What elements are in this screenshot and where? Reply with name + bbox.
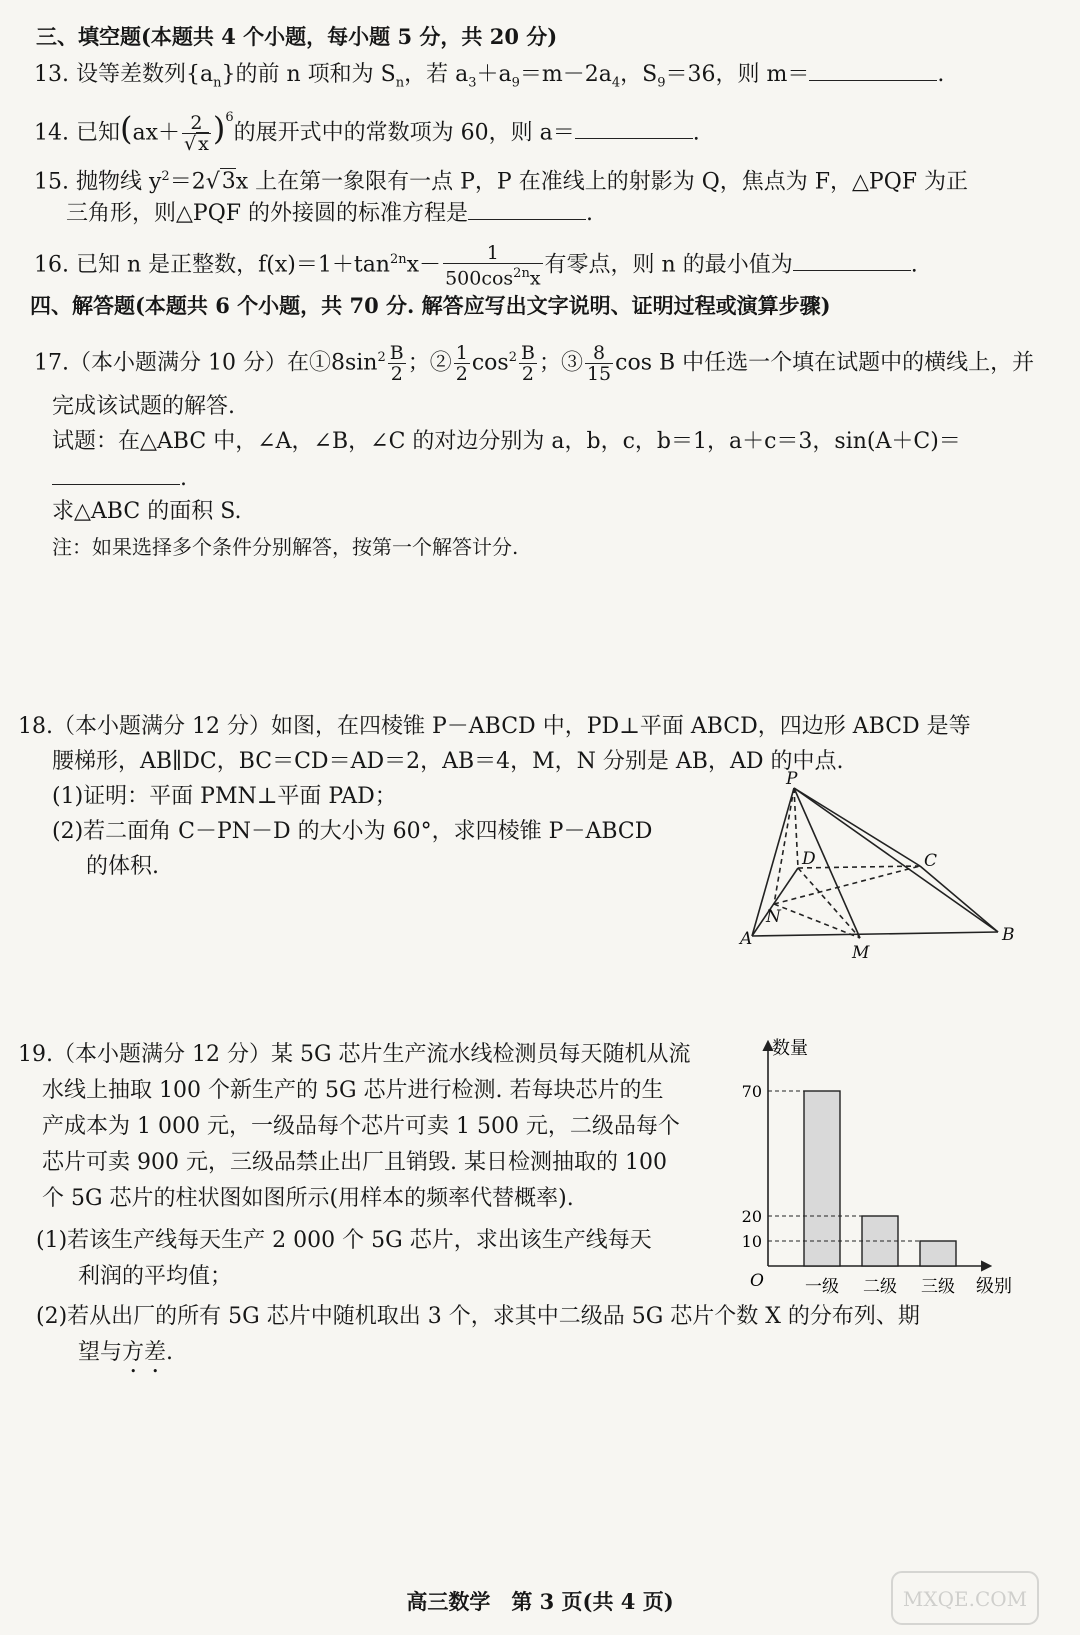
category-label: 二级 [863,1277,897,1297]
x-axis-label: 级别 [976,1276,1012,1297]
question-17-line-1: 17.（本小题满分 10 分）在$①8\sin^2$ $\frac{B}{2}$ ；② $\frac{1}{2}$ $\cos^2$ $\frac{B}{2}$ ；③ $\frac{8}{15}$ cos B 中任选一个填在试题中的横线上，并 [34,341,1035,385]
question-17-line-2: 完成该试题的解答. [52,394,235,419]
section-4-title: 四、解答题(本题共 6 个小题，共 70 分. 解答应写出文字说明、证明过程或演算步骤) [30,293,831,318]
y-tick-label: 10 [741,1232,762,1251]
fraction: $\frac{1}{500\cos^{2n}x}$ [445,241,541,289]
label-D: D [802,849,816,869]
category-label: 一级 [805,1277,839,1297]
label-A: A [740,929,753,949]
y-tick-label: 70 [741,1082,762,1101]
question-19-part-1: (1)若该生产线每天生产 2 000 个 5G 芯片，求出该生产线每天 [36,1228,652,1253]
question-19-line-3: 产成本为 1 000 元，一级品每个芯片可卖 1 500 元，二级品每个 [42,1114,680,1139]
question-18-part-2: (2)若二面角 C－PN－D 的大小为 60°，求四棱锥 P－ABCD [52,819,653,844]
question-17-line-5: 求△ABC 的面积 S. [52,499,242,524]
watermark-logo [890,1570,1040,1626]
question-18-line-1: 18.（本小题满分 12 分）如图，在四棱锥 P－ABCD 中，PD⊥平面 ABCD，四边形 ABCD 是等 [18,714,971,739]
question-18-part-2-cont: 的体积. [86,854,159,879]
label-N: N [766,907,781,927]
label-M: M [852,943,870,963]
answer-blank[interactable] [793,248,911,271]
question-14: 14. 已知(ax＋ $\frac{2}{√ x}$ )$^6$的展开式中的常数项为 60，则 a＝ . [34,109,700,155]
page-footer: 高三数学 第 3 页(共 4 页) [406,1589,674,1614]
question-19-line-1: 19.（本小题满分 12 分）某 5G 芯片生产流水线检测员每天随机从流 [18,1042,691,1067]
question-16: 16. 已知 n 是正整数，$f(x)=1+\tan^{2n}x-$ $\frac{1}{500\cos^{2n}x}$ 有零点，则 n 的最小值为 . [34,241,918,289]
question-19-part-1-cont: 利润的平均值； [78,1264,233,1289]
question-17-note: 注：如果选择多个条件分别解答，按第一个解答计分. [52,535,519,559]
question-18-part-1: (1)证明：平面 PMN⊥平面 PAD； [52,784,397,809]
y-tick-label: 20 [741,1207,762,1226]
label-P: P [786,769,798,789]
bar-chart [741,1030,1060,1300]
answer-blank[interactable] [52,462,180,485]
answer-blank[interactable] [809,58,937,81]
bar-1 [804,1091,840,1266]
question-17-line-3: 试题：在△ABC 中，∠A，∠B，∠C 的对边分别为 a，b，c，b＝1，a＋c＝3，sin(A＋C)＝ [52,429,961,454]
fraction: $\frac{2}{√ x}$ [184,111,209,155]
question-15-line-2: 三角形，则△PQF 的外接圆的标准方程是 . [66,197,593,229]
question-19-line-4: 芯片可卖 900 元，三级品禁止出厂且销毁. 某日检测抽取的 100 [42,1150,667,1175]
question-19-line-2: 水线上抽取 100 个新生产的 5G 芯片进行检测. 若每块芯片的生 [42,1078,664,1103]
y-axis-label: 数量 [772,1038,808,1059]
section-3-title: 三、填空题(本题共 4 个小题，每小题 5 分，共 20 分) [36,24,558,49]
question-13: 13. 设等差数列$\{a_n\}$的前 n 项和为 $S_n$，若 $a_3+a_9=m-2a_4$，$S_9=36$，则 m＝ . [34,58,944,98]
question-19-line-5: 个 5G 芯片的柱状图如图所示(用样本的频率代替概率). [42,1186,574,1211]
origin-label: O [750,1271,764,1291]
question-19-part-2: (2)若从出厂的所有 5G 芯片中随机取出 3 个，求其中二级品 5G 芯片个数 X 的分布列、期 [36,1304,920,1329]
svg-text:MXQE.COM: MXQE.COM [902,1587,1028,1611]
label-B: B [1002,925,1015,945]
category-label: 三级 [921,1277,955,1297]
answer-blank[interactable] [468,197,586,220]
question-19-part-2-cont: 望与方差. [78,1340,174,1365]
answer-blank[interactable] [575,116,693,139]
bar-3 [920,1241,956,1266]
question-15-line-1: 15. 抛物线 $y^2=2√3x$ 上在第一象限有一点 P，P 在准线上的射影为 Q，焦点为 F，△PQF 为正 [34,169,969,195]
question-17-line-4: . [52,462,187,494]
pyramid-figure [740,769,1060,1012]
label-C: C [924,851,938,871]
question-18-line-2: 腰梯形，AB∥DC，BC＝CD＝AD＝2，AB＝4，M，N 分别是 AB，AD 的中点. [52,749,844,774]
